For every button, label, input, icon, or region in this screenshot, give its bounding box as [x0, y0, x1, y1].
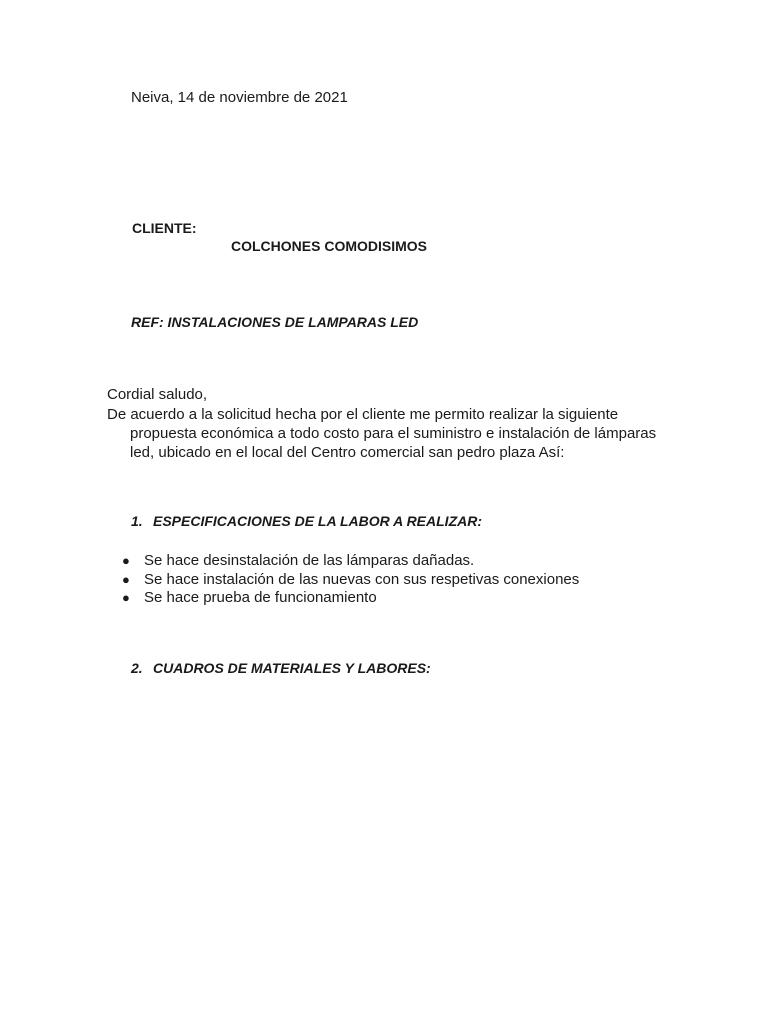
section-title: CUADROS DE MATERIALES Y LABORES:	[153, 660, 431, 676]
intro-paragraph	[107, 405, 667, 462]
section-title: ESPECIFICACIONES DE LA LABOR A REALIZAR:	[153, 513, 483, 529]
bullet-icon: ●	[122, 590, 130, 605]
list-item-text: Se hace prueba de funcionamiento	[144, 589, 377, 606]
list-item	[118, 571, 579, 590]
list-item-text: Se hace instalación de las nuevas con sus respetivas conexiones	[144, 570, 580, 588]
client-label: CLIENTE:	[132, 220, 197, 236]
bullet-icon: ●	[122, 571, 130, 587]
list-item	[118, 552, 579, 571]
section-number: 2.	[131, 660, 143, 676]
client-name: COLCHONES COMODISIMOS	[231, 238, 428, 254]
date-line: Neiva, 14 de noviembre de 2021	[131, 89, 348, 106]
intro-line: De acuerdo a la solicitud hecha por el cliente me permito realizar la siguiente	[107, 406, 619, 423]
list-item-text: Se hace desinstalación de las lámparas dañadas.	[144, 552, 475, 569]
reference-line: REF: INSTALACIONES DE LAMPARAS LED	[131, 314, 419, 330]
intro-line: led, ubicado en el local del Centro comercial san pedro plaza Así:	[130, 444, 565, 461]
list-item	[118, 589, 579, 608]
intro-line: propuesta económica a todo costo para el suministro e instalación de lámparas	[130, 425, 657, 442]
section-number: 1.	[131, 513, 143, 529]
bullet-icon: ●	[122, 553, 130, 568]
greeting: Cordial saludo,	[107, 386, 208, 403]
section-heading-specifications	[131, 513, 482, 529]
section-heading-materials	[131, 660, 431, 676]
specifications-list	[118, 552, 579, 608]
